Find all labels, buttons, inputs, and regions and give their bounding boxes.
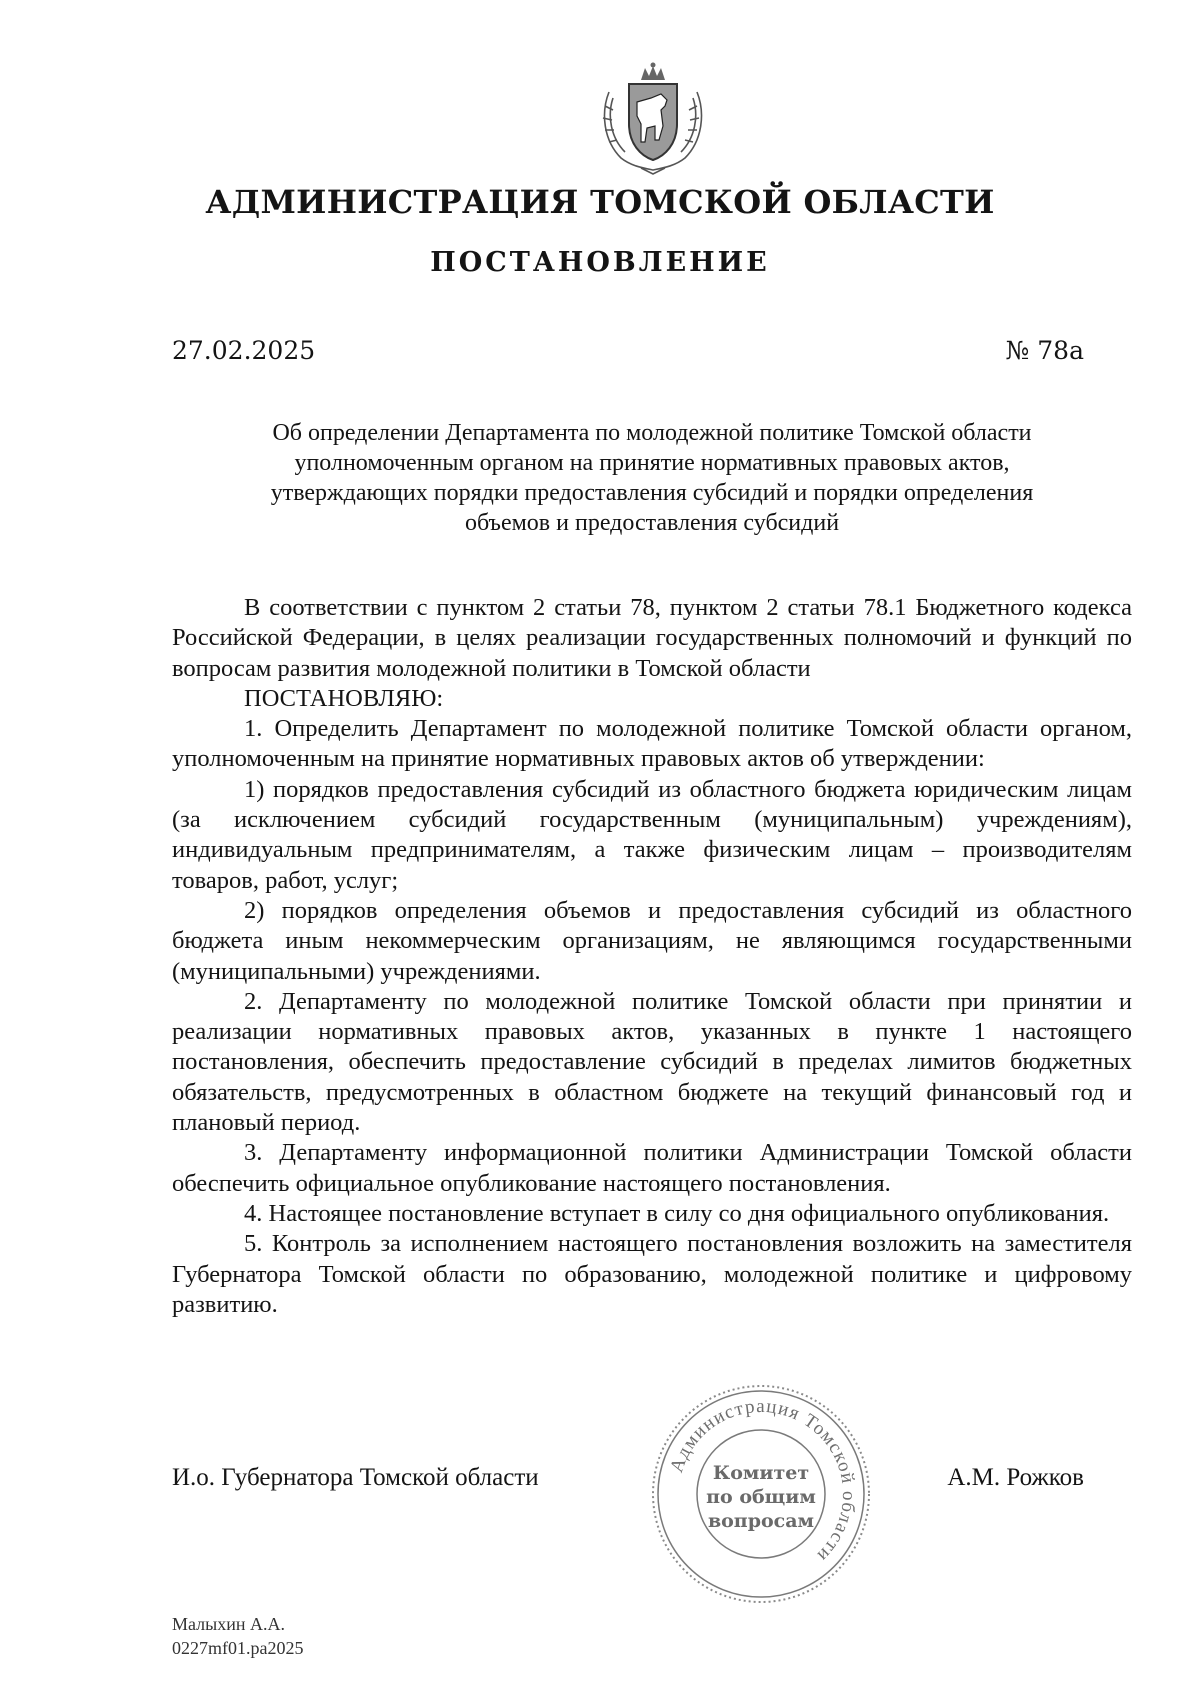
document-number: № 78а [1005,336,1084,365]
preamble-paragraph: В соответствии с пунктом 2 статьи 78, пунктом 2 статьи 78.1 Бюджетного кодекса Российской Федерации, в целях реализации государственных полномочий и функций по вопросам развития молодежной политики в Томской области [172,594,1132,682]
document-title [172,418,1132,538]
clause-2: 2. Департаменту по молодежной политике Томской области при принятии и реализации нормативных правовых актов, указанных в пункте 1 настоящего постановления, обеспечить предоставление субсидий в пределах лимитов бюджетных обязательств, предусмотренных в областном бюджете на текущий финансовый год и плановый период. [172,987,1132,1137]
clause-3: 3. Департаменту информационной политики Администрации Томской области обеспечить официальное опубликование настоящего постановления. [172,1139,1132,1197]
document-date: 27.02.2025 [172,336,316,365]
official-stamp [646,1379,876,1609]
stamp-line: по общим [706,1486,816,1508]
executor-name: Малыхин А.А. [172,1614,285,1634]
title-line: уполномоченным органом на принятие нормативных правовых актов, [294,450,1010,476]
title-line: Об определении Департамента по молодежной политике Томской области [272,420,1032,446]
clause-1: 1. Определить Департамент по молодежной политике Томской области органом, уполномоченным на принятие нормативных правовых актов об утверждении: [172,715,1132,773]
footer-info [172,1612,303,1660]
coat-of-arms-emblem [593,62,713,177]
subclause-1-1: 1) порядков предоставления субсидий из областного бюджета юридическим лицам (за исключением субсидий государственным (муниципальным) учреждениям), индивидуальным предпринимателям, а также физическим лицам – производителям товаров, работ, услуг; [172,775,1132,894]
decree-word: ПОСТАНОВЛЯЮ: [244,684,444,712]
stamp-outer-text: Администрация Томской области [666,1395,860,1567]
stamp-line: вопросам [707,1510,815,1532]
stamp-line: Комитет [712,1462,810,1484]
title-line: утверждающих порядки предоставления субсидий и порядки определения [270,480,1034,506]
signatory-position: И.о. Губернатора Томской области [172,1464,539,1491]
subclause-1-2: 2) порядков определения объемов и предоставления субсидий из областного бюджета иным некоммерческим организациям, не являющимся государственными (муниципальными) учреждениями. [172,896,1132,985]
title-line: объемов и предоставления субсидий [464,510,840,536]
document-type: ПОСТАНОВЛЕНИЕ [430,247,770,278]
signatory-name: А.М. Рожков [947,1464,1084,1491]
clause-4: 4. Настоящее постановление вступает в силу со дня официального опубликования. [244,1199,1110,1227]
clause-5: 5. Контроль за исполнением настоящего постановления возложить на заместителя Губернатора Томской области по образованию, молодежной политике и цифровому развитию. [172,1230,1132,1318]
organization-name: АДМИНИСТРАЦИЯ ТОМСКОЙ ОБЛАСТИ [205,183,995,221]
document-body [172,593,1132,1320]
document-code: 0227mf01.pa2025 [172,1638,304,1658]
